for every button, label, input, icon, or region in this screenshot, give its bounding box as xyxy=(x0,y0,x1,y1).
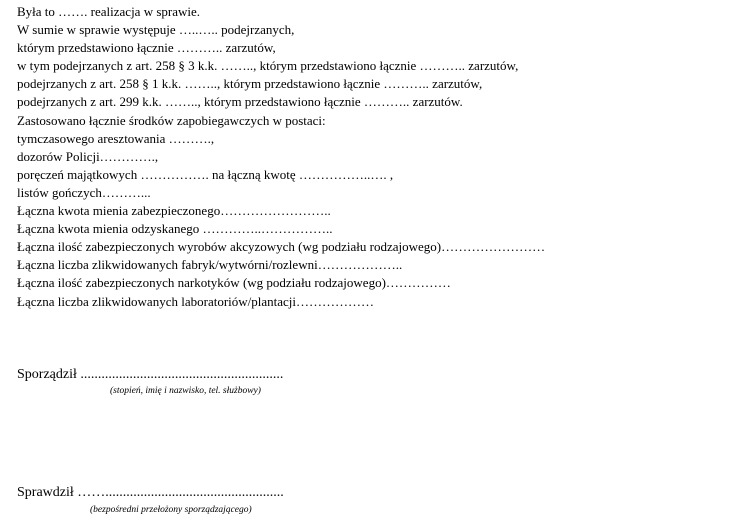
report-line: podejrzanych z art. 258 § 1 k.k. …….., którym przedstawiono łącznie ……….. zarzutów, xyxy=(17,76,483,92)
report-line: którym przedstawiono łącznie ……….. zarzutów, xyxy=(17,40,276,56)
report-line: listów gończych………... xyxy=(17,184,151,200)
report-line: W sumie w sprawie występuje …..….. podejrzanych, xyxy=(17,22,295,38)
checked-by-signature-line: Sprawdził ……................................................... xyxy=(17,485,284,500)
report-line: Była to ……. realizacja w sprawie. xyxy=(17,4,201,19)
checked-by-caption: (bezpośredni przełożony sporządzającego) xyxy=(90,505,252,515)
report-line: Łączna liczba zlikwidowanych fabryk/wytwórni/rozlewni……………….. xyxy=(17,257,403,273)
report-body xyxy=(17,3,732,311)
prepared-by-signature-line: Sporządził .......................................................... xyxy=(17,367,284,382)
report-line: dozorów Policji…………., xyxy=(17,148,159,164)
report-line: poręczeń majątkowych ……………. na łączną kwotę ……………..…. , xyxy=(17,166,394,182)
prepared-by-caption: (stopień, imię i nazwisko, tel. służbowy) xyxy=(110,386,261,396)
report-line: Łączna ilość zabezpieczonych narkotyków (wg podziału rodzajowego)…………… xyxy=(17,275,451,291)
report-line: Zastosowano łącznie środków zapobiegawczych w postaci: xyxy=(17,112,326,128)
report-line: Łączna liczba zlikwidowanych laboratoriów/plantacji……………… xyxy=(17,293,375,309)
report-line: podejrzanych z art. 299 k.k. …….., którym przedstawiono łącznie ……….. zarzutów. xyxy=(17,94,463,110)
report-line: Łączna kwota mienia odzyskanego …………..…………….. xyxy=(17,221,333,237)
report-line: Łączna ilość zabezpieczonych wyrobów akcyzowych (wg podziału rodzajowego)…………………… xyxy=(17,239,546,255)
report-line: tymczasowego aresztowania ………., xyxy=(17,130,215,146)
report-line: w tym podejrzanych z art. 258 § 3 k.k. …….., którym przedstawiono łącznie ……….. zarzutów, xyxy=(17,58,519,74)
report-line: Łączna kwota mienia zabezpieczonego…………………….. xyxy=(17,203,331,219)
